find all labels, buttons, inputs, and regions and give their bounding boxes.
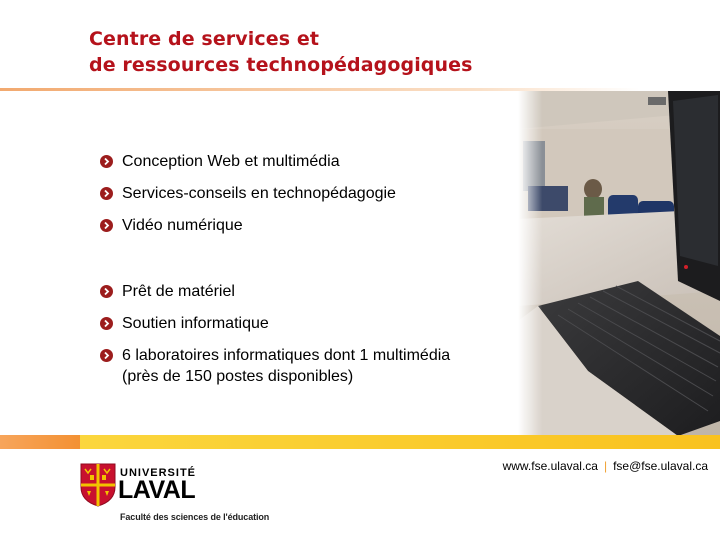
footer-accent-orange (0, 435, 80, 449)
title-line-2: de ressources technopédagogiques (89, 54, 473, 76)
logo-university-label: UNIVERSITÉ (120, 467, 197, 479)
page-title (89, 26, 473, 78)
list-item-line-1: 6 laboratoires informatiques dont 1 multimédia (122, 347, 451, 364)
chevron-right-circle-icon (100, 317, 113, 330)
logo-university-name: LAVAL (118, 476, 196, 504)
list-item-label: Prêt de matériel (122, 283, 235, 300)
list-item-label: Services-conseils en technopédagogie (122, 185, 396, 202)
list-item-label: Conception Web et multimédia (122, 153, 340, 170)
computer-lab-photo (518, 91, 720, 436)
website-link[interactable]: www.fse.ulaval.ca (502, 459, 598, 473)
chevron-right-circle-icon (100, 219, 113, 232)
universite-laval-crest-icon (80, 463, 116, 507)
chevron-right-circle-icon (100, 349, 113, 362)
chevron-right-circle-icon (100, 187, 113, 200)
email-link[interactable]: fse@fse.ulaval.ca (613, 459, 708, 473)
list-item (100, 281, 235, 302)
chevron-right-circle-icon (100, 155, 113, 168)
list-item (100, 313, 269, 334)
chevron-right-circle-icon (100, 285, 113, 298)
footer-contact (503, 459, 708, 473)
list-item (100, 151, 340, 172)
list-item-label: Vidéo numérique (122, 217, 243, 234)
list-item (100, 183, 396, 204)
title-line-1: Centre de services et (89, 28, 320, 50)
footer-separator: | (603, 459, 608, 473)
footer-accent-yellow (80, 435, 720, 449)
list-item (100, 345, 450, 387)
list-item-label: Soutien informatique (122, 315, 269, 332)
universite-laval-logo (80, 463, 197, 512)
list-item-line-2: (près de 150 postes disponibles) (122, 368, 354, 385)
list-item (100, 215, 243, 236)
list-item-label (122, 345, 450, 387)
faculty-name: Faculté des sciences de l'éducation (120, 512, 270, 522)
